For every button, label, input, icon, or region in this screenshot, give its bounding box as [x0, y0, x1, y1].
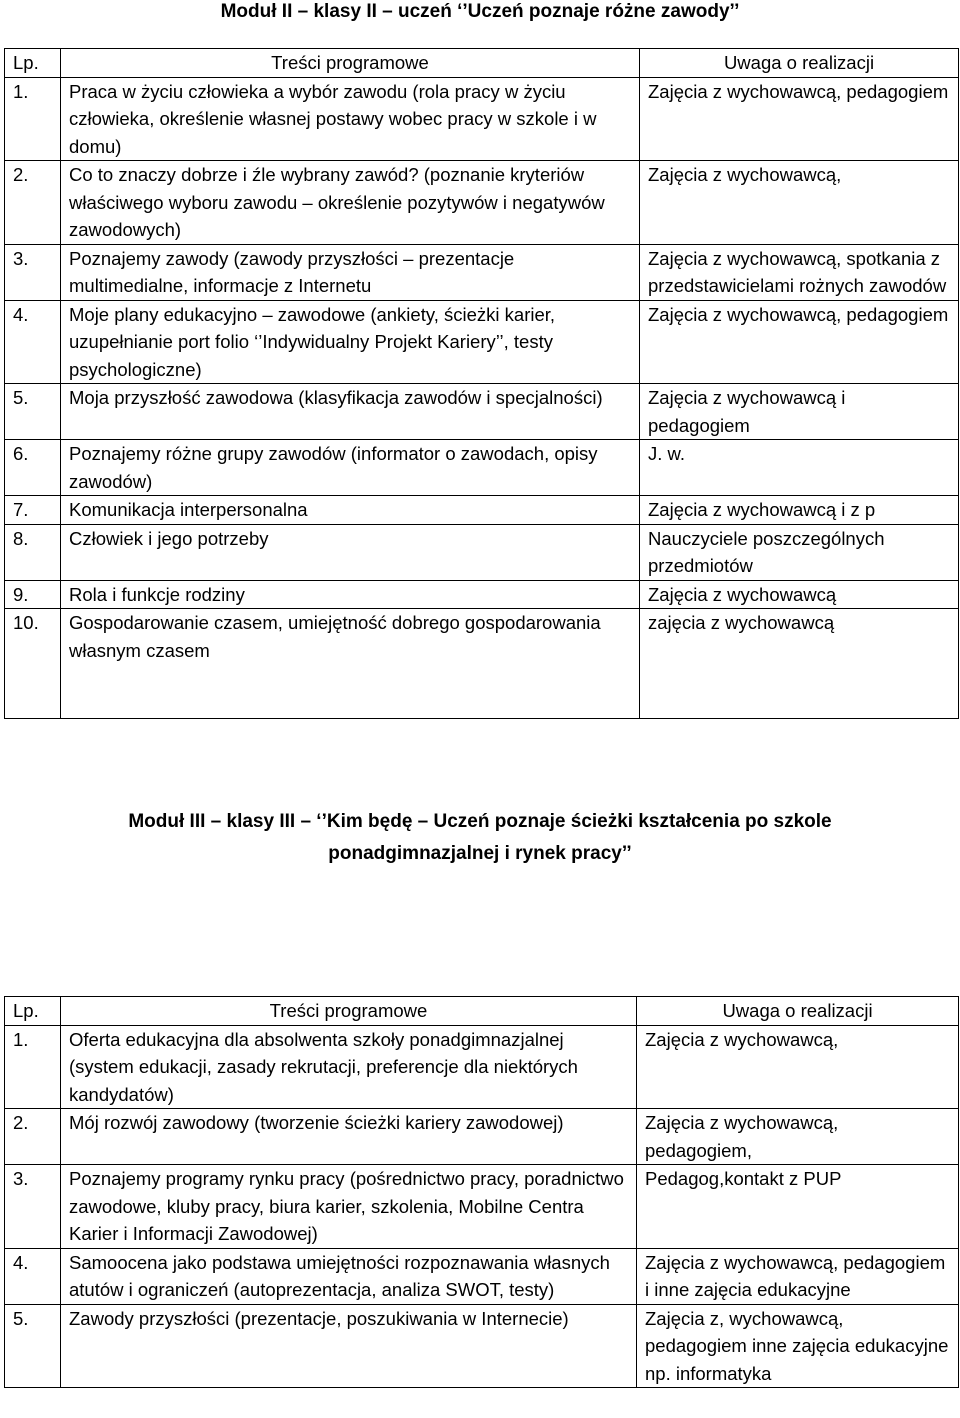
row-content: Zawody przyszłości (prezentacje, poszukiwania w Internecie): [61, 1304, 637, 1388]
row-content: Człowiek i jego potrzeby: [61, 524, 640, 580]
row-lp: 8.: [5, 524, 61, 580]
table-row: [5, 1165, 959, 1249]
row-lp: 2.: [5, 1109, 61, 1165]
row-content: Moje plany edukacyjno – zawodowe (ankiety, ścieżki karier, uzupełnianie port folio ‘’Indywidualny Projekt Kariery’’, testy psychologiczne): [61, 300, 640, 384]
table-header-row: [5, 49, 959, 78]
row-content: Poznajemy programy rynku pracy (pośrednictwo pracy, poradnictwo zawodowe, kluby pracy, biura karier, szkolenia, Mobilne Centra Karier i Informacji Zawodowej): [61, 1165, 637, 1249]
row-notes: Zajęcia z wychowawcą,: [640, 161, 959, 245]
row-notes: zajęcia z wychowawcą: [640, 609, 959, 719]
row-content: Moja przyszłość zawodowa (klasyfikacja zawodów i specjalności): [61, 384, 640, 440]
row-lp: 10.: [5, 609, 61, 719]
table-row: [5, 524, 959, 580]
header-content: Treści programowe: [61, 997, 637, 1026]
table-row: [5, 1109, 959, 1165]
table-header-row: [5, 997, 959, 1026]
row-lp: 1.: [5, 77, 61, 161]
row-content: Poznajemy różne grupy zawodów (informator o zawodach, opisy zawodów): [61, 440, 640, 496]
row-notes: J. w.: [640, 440, 959, 496]
table-row: [5, 609, 959, 719]
row-lp: 4.: [5, 1248, 61, 1304]
module2-title: Moduł II – klasy II – uczeń ‘’Uczeń poznaje różne zawody’’: [220, 1, 740, 22]
row-notes: Zajęcia z wychowawcą i z p: [640, 496, 959, 525]
header-notes: Uwaga o realizacji: [637, 997, 959, 1026]
header-notes: Uwaga o realizacji: [640, 49, 959, 78]
row-content: Samoocena jako podstawa umiejętności rozpoznawania własnych atutów i ograniczeń (autoprezentacja, analiza SWOT, testy): [61, 1248, 637, 1304]
row-notes: Zajęcia z wychowawcą,: [637, 1025, 959, 1109]
row-content: Rola i funkcje rodziny: [61, 580, 640, 609]
table-row: [5, 384, 959, 440]
row-lp: 6.: [5, 440, 61, 496]
row-notes: Zajęcia z wychowawcą: [640, 580, 959, 609]
row-lp: 1.: [5, 1025, 61, 1109]
row-notes: Pedagog,kontakt z PUP: [637, 1165, 959, 1249]
table-row: [5, 161, 959, 245]
header-content: Treści programowe: [61, 49, 640, 78]
row-lp: 4.: [5, 300, 61, 384]
header-lp: Lp.: [5, 997, 61, 1026]
table-row: [5, 440, 959, 496]
row-lp: 2.: [5, 161, 61, 245]
row-notes: Zajęcia z wychowawcą, spotkania z przedstawicielami rożnych zawodów: [640, 244, 959, 300]
table-row: [5, 1304, 959, 1388]
table-row: [5, 77, 959, 161]
row-content: Oferta edukacyjna dla absolwenta szkoły ponadgimnazjalnej (system edukacji, zasady rekrutacji, preferencje dla niektórych kandydatów): [61, 1025, 637, 1109]
row-notes: Nauczyciele poszczególnych przedmiotów: [640, 524, 959, 580]
row-notes: Zajęcia z wychowawcą, pedagogiem: [640, 300, 959, 384]
row-notes: Zajęcia z wychowawcą, pedagogiem: [640, 77, 959, 161]
table-row: [5, 496, 959, 525]
row-content: Komunikacja interpersonalna: [61, 496, 640, 525]
table-row: [5, 580, 959, 609]
row-notes: Zajęcia z wychowawcą, pedagogiem i inne zajęcia edukacyjne: [637, 1248, 959, 1304]
module3-title-line1: Moduł III – klasy III – ‘’Kim będę – Uczeń poznaje ścieżki kształcenia po szkole: [128, 811, 832, 832]
row-content: Poznajemy zawody (zawody przyszłości – prezentacje multimedialne, informacje z Internetu: [61, 244, 640, 300]
row-lp: 3.: [5, 244, 61, 300]
row-lp: 7.: [5, 496, 61, 525]
module3-table: [4, 996, 959, 1388]
row-lp: 5.: [5, 1304, 61, 1388]
row-notes: Zajęcia z wychowawcą, pedagogiem,: [637, 1109, 959, 1165]
table-row: [5, 300, 959, 384]
row-content: Gospodarowanie czasem, umiejętność dobrego gospodarowania własnym czasem: [61, 609, 640, 719]
row-content: Co to znaczy dobrze i źle wybrany zawód? (poznanie kryteriów właściwego wyboru zawodu – określenie pozytywów i negatywów zawodowych): [61, 161, 640, 245]
header-lp: Lp.: [5, 49, 61, 78]
row-lp: 9.: [5, 580, 61, 609]
row-notes: Zajęcia z wychowawcą i pedagogiem: [640, 384, 959, 440]
row-notes: Zajęcia z, wychowawcą, pedagogiem inne zajęcia edukacyjne np. informatyka: [637, 1304, 959, 1388]
row-content: Praca w życiu człowieka a wybór zawodu (rola pracy w życiu człowieka, określenie własnej postawy wobec pracy w szkole i w domu): [61, 77, 640, 161]
module2-table: [4, 48, 959, 719]
module3-title-line2: ponadgimnazjalnej i rynek pracy’’: [328, 843, 632, 864]
row-lp: 3.: [5, 1165, 61, 1249]
row-lp: 5.: [5, 384, 61, 440]
table-row: [5, 244, 959, 300]
row-content: Mój rozwój zawodowy (tworzenie ścieżki kariery zawodowej): [61, 1109, 637, 1165]
table-row: [5, 1025, 959, 1109]
table-row: [5, 1248, 959, 1304]
module3-title: [0, 806, 960, 870]
